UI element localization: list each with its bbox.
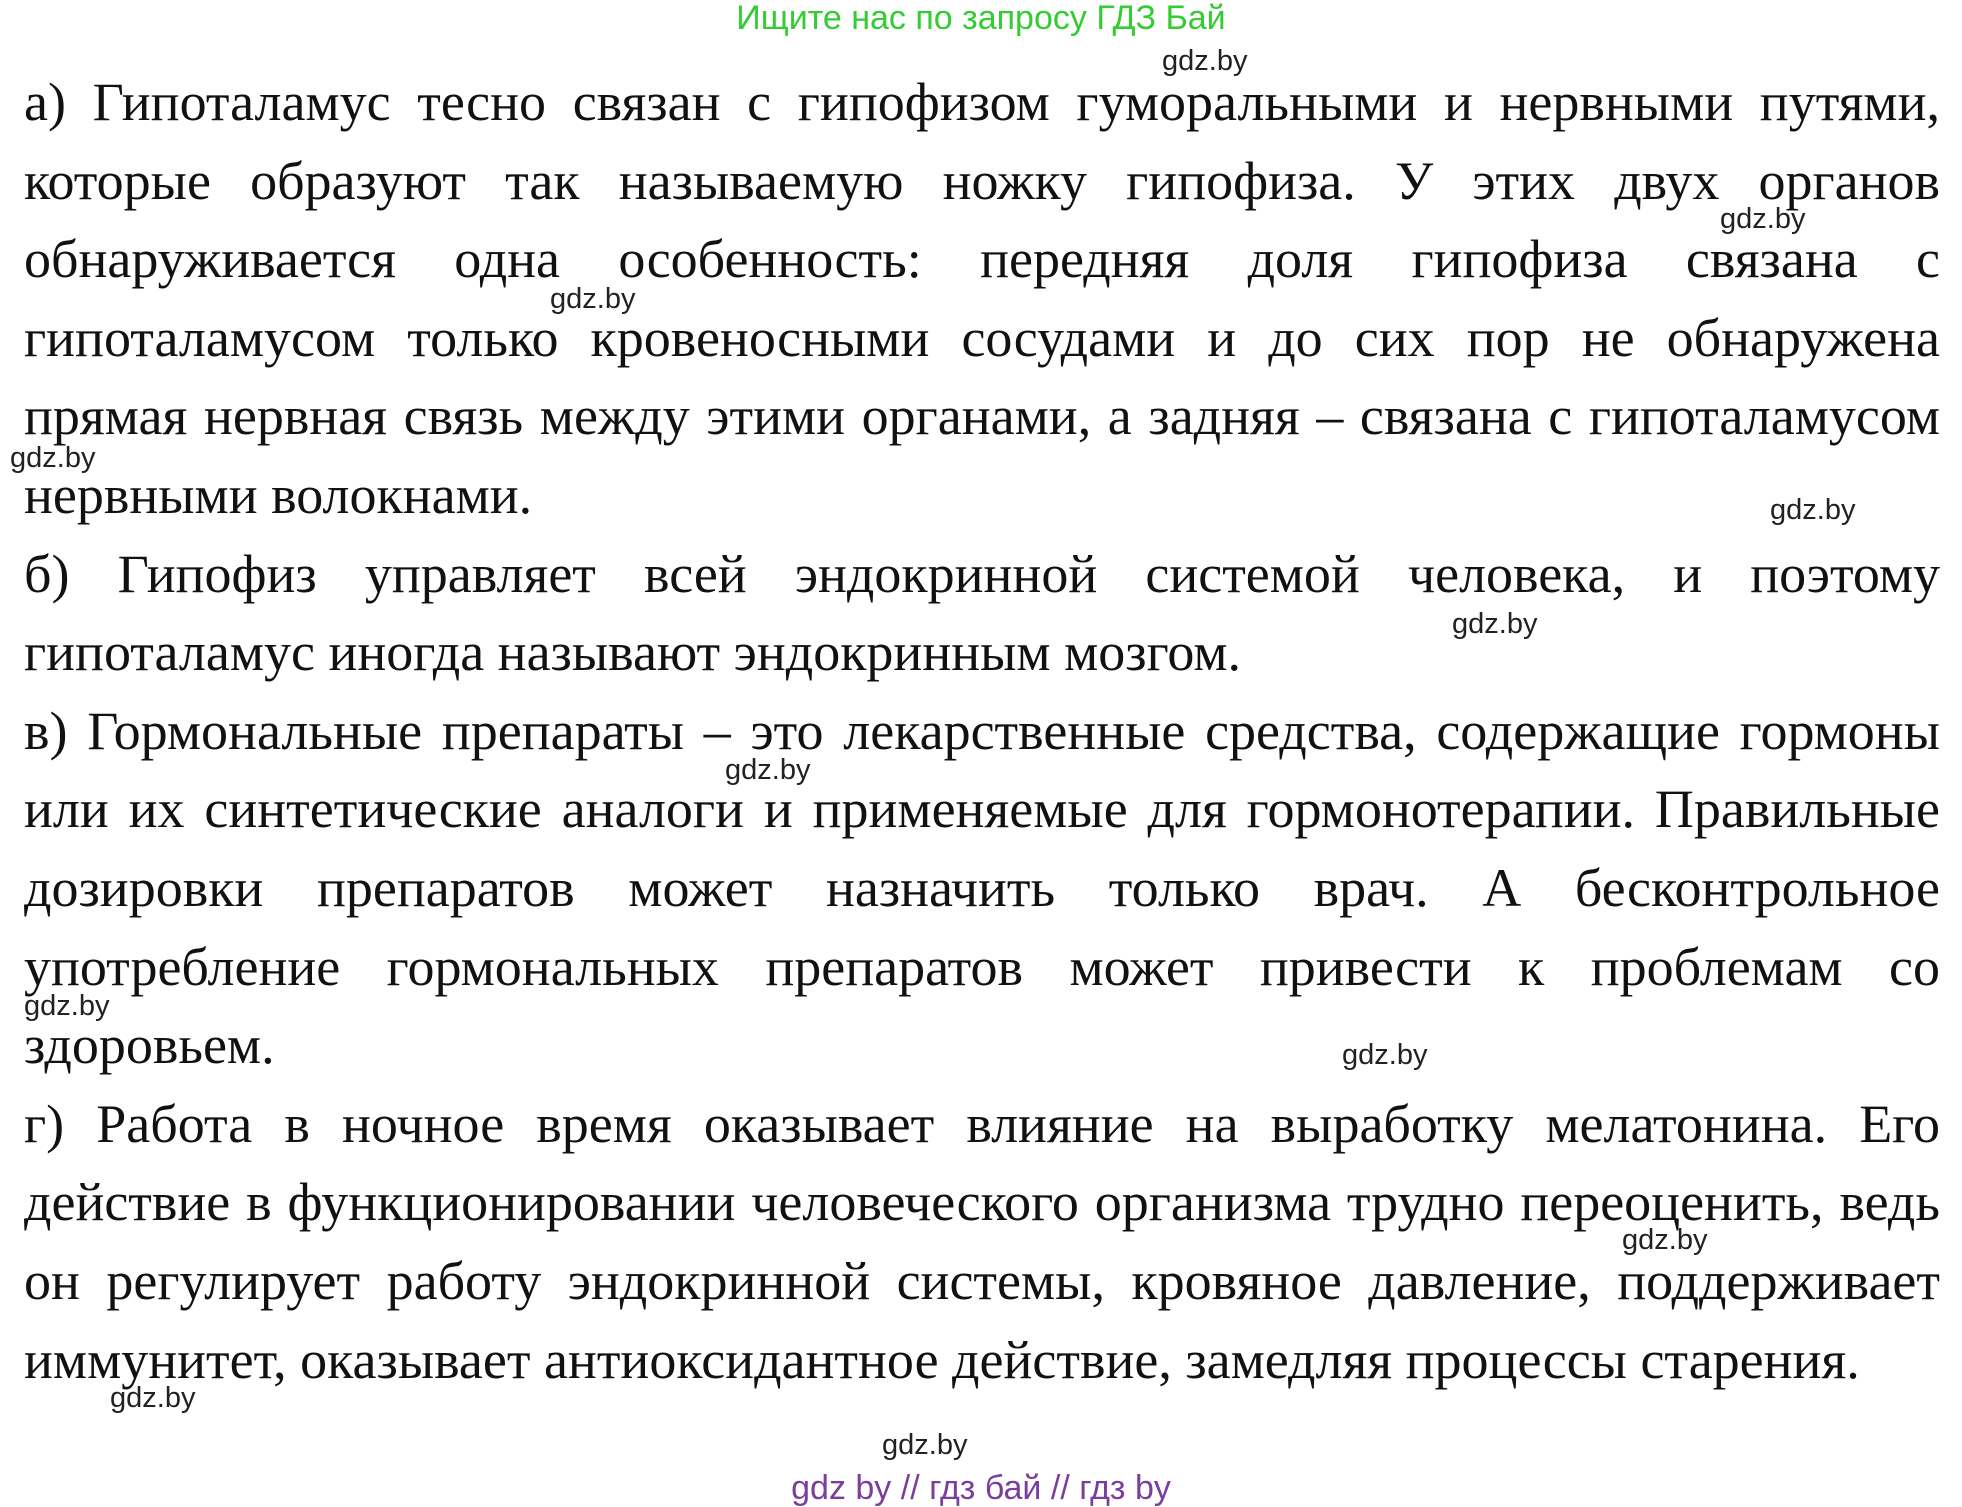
answer-text — [24, 63, 1940, 1399]
paragraph-g: г) Работа в ночное время оказывает влияние на выработку мелатонина. Его действие в функционировании человеческого организма трудно переоценить, ведь он регулирует работу эндокринной системы, кровяное давление, поддерживает иммунитет, оказывает антиоксидантное действие, замедляя процессы старения. — [24, 1093, 1940, 1390]
header-promo-text: Ищите нас по запросу ГДЗ Бай — [736, 0, 1226, 37]
watermark: gdz.by — [1452, 608, 1538, 640]
watermark: gdz.by — [1720, 203, 1806, 235]
watermark: gdz.by — [1162, 45, 1248, 77]
watermark: gdz.by — [550, 283, 636, 315]
watermark: gdz.by — [1622, 1224, 1708, 1256]
paragraph-v: в) Гормональные препараты – это лекарственные средства, содержащие гормоны или их синтетические аналоги и применяемые для гормонотерапии. Правильные дозировки препаратов может назначить только врач. А бесконтрольное употребление гормональных препаратов может привести к проблемам со здоровьем. — [24, 700, 1940, 1076]
watermark: gdz.by — [10, 442, 96, 474]
footer-links: gdz by // гдз бай // гдз by — [791, 1469, 1171, 1507]
paragraph-a: а) Гипоталамус тесно связан с гипофизом гуморальными и нервными путями, которые образуют так называемую ножку гипофиза. У этих двух органов обнаруживается одна особенность: передняя доля гипофиза связана с гипоталамусом только кровеносными сосудами и до сих пор не обнаружена прямая нервная связь между этими органами, а задняя – связана с гипоталамусом нервными волокнами. — [24, 72, 1940, 525]
watermark: gdz.by — [24, 990, 110, 1022]
watermark: gdz.by — [725, 754, 811, 786]
watermark: gdz.by — [882, 1429, 968, 1461]
paragraph-b: б) Гипофиз управляет всей эндокринной системой человека, и поэтому гипоталамус иногда называют эндокринным мозгом. — [24, 543, 1940, 683]
watermark: gdz.by — [110, 1382, 196, 1414]
watermark: gdz.by — [1342, 1039, 1428, 1071]
watermark: gdz.by — [1770, 494, 1856, 526]
